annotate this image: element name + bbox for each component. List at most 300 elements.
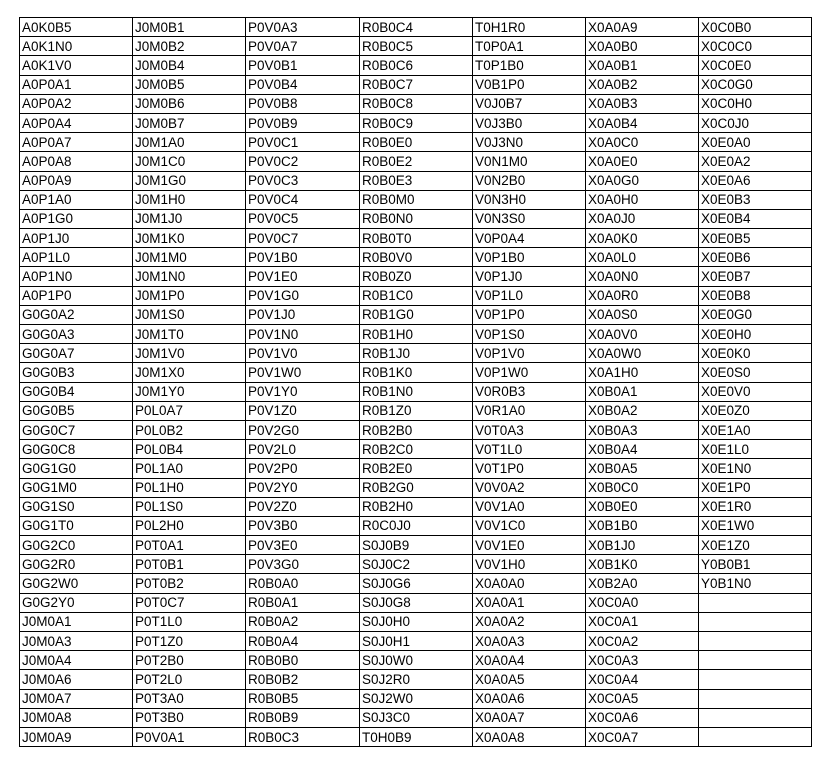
table-cell: J0M1X0 bbox=[133, 363, 246, 382]
table-cell bbox=[699, 612, 812, 631]
table-cell: R0B0B5 bbox=[246, 689, 360, 708]
table-cell: V0N3H0 bbox=[473, 190, 586, 209]
table-cell: X0C0A0 bbox=[586, 593, 699, 612]
table-cell: R0B0N0 bbox=[360, 209, 473, 228]
table-cell bbox=[699, 708, 812, 727]
table-cell: P0T0C7 bbox=[133, 593, 246, 612]
table-cell: P0T0B2 bbox=[133, 574, 246, 593]
table-row bbox=[20, 420, 812, 439]
table-cell: V0N3S0 bbox=[473, 209, 586, 228]
table-cell: R0B0V0 bbox=[360, 248, 473, 267]
table-cell: X0B0A3 bbox=[586, 420, 699, 439]
table-cell: P0V1W0 bbox=[246, 363, 360, 382]
table-cell: X0A0A2 bbox=[473, 612, 586, 631]
table-cell: R0B0A4 bbox=[246, 632, 360, 651]
table-cell: R0B1J0 bbox=[360, 344, 473, 363]
table-cell: X0A0L0 bbox=[586, 248, 699, 267]
table-cell: G0G1T0 bbox=[20, 516, 133, 535]
table-row bbox=[20, 574, 812, 593]
table-cell: R0B1G0 bbox=[360, 305, 473, 324]
table-cell: X0A0S0 bbox=[586, 305, 699, 324]
table-cell: P0V0A3 bbox=[246, 18, 360, 37]
table-cell: X0C0A7 bbox=[586, 727, 699, 746]
table-cell: P0V3B0 bbox=[246, 516, 360, 535]
table-cell: A0P0A7 bbox=[20, 133, 133, 152]
table-row bbox=[20, 382, 812, 401]
table-cell: P0V0C3 bbox=[246, 171, 360, 190]
table-cell: X0A0A3 bbox=[473, 632, 586, 651]
table-cell: A0P1N0 bbox=[20, 267, 133, 286]
table-row bbox=[20, 612, 812, 631]
table-cell: V0P1W0 bbox=[473, 363, 586, 382]
table-cell: J0M0A3 bbox=[20, 632, 133, 651]
table-cell: P0V0C4 bbox=[246, 190, 360, 209]
table-cell: X0E0B8 bbox=[699, 286, 812, 305]
table-cell: X0E0B4 bbox=[699, 209, 812, 228]
table-cell: P0T0B1 bbox=[133, 555, 246, 574]
table-cell: P0V0C1 bbox=[246, 133, 360, 152]
table-cell: S0J0W0 bbox=[360, 651, 473, 670]
table-row bbox=[20, 152, 812, 171]
table-cell: X0E1A0 bbox=[699, 420, 812, 439]
table-cell: X0B0C0 bbox=[586, 478, 699, 497]
table-cell: R0B0C9 bbox=[360, 113, 473, 132]
table-cell: X0A0A0 bbox=[473, 574, 586, 593]
table-row bbox=[20, 56, 812, 75]
table-cell: G0G2W0 bbox=[20, 574, 133, 593]
table-cell: X0E0S0 bbox=[699, 363, 812, 382]
table-cell: J0M0B2 bbox=[133, 37, 246, 56]
table-cell: G0G1G0 bbox=[20, 459, 133, 478]
table-row bbox=[20, 325, 812, 344]
table-cell: V0P1L0 bbox=[473, 286, 586, 305]
table-cell: X0E1Z0 bbox=[699, 536, 812, 555]
table-cell: T0P0A1 bbox=[473, 37, 586, 56]
table-cell: X0C0E0 bbox=[699, 56, 812, 75]
table-cell: R0B2G0 bbox=[360, 478, 473, 497]
table-cell: R0B2H0 bbox=[360, 497, 473, 516]
table-cell: J0M1T0 bbox=[133, 325, 246, 344]
table-cell: R0B2B0 bbox=[360, 420, 473, 439]
table-cell: X0C0J0 bbox=[699, 113, 812, 132]
table-cell: X0C0A5 bbox=[586, 689, 699, 708]
table-cell: G0G1S0 bbox=[20, 497, 133, 516]
table-cell: R0B1C0 bbox=[360, 286, 473, 305]
table-cell: X0A0A6 bbox=[473, 689, 586, 708]
table-cell: X0E0V0 bbox=[699, 382, 812, 401]
table-cell: P0L0A7 bbox=[133, 401, 246, 420]
table-cell: R0B0C3 bbox=[246, 727, 360, 746]
table-cell: P0T3A0 bbox=[133, 689, 246, 708]
table-cell: V0P1J0 bbox=[473, 267, 586, 286]
table-cell: R0B0C4 bbox=[360, 18, 473, 37]
table-cell: P0V1B0 bbox=[246, 248, 360, 267]
table-cell: X0A0A9 bbox=[586, 18, 699, 37]
table-cell: S0J0H1 bbox=[360, 632, 473, 651]
table-cell: X0B1K0 bbox=[586, 555, 699, 574]
table-cell: V0P1S0 bbox=[473, 325, 586, 344]
table-cell: A0P0A9 bbox=[20, 171, 133, 190]
table-cell: R0B1H0 bbox=[360, 325, 473, 344]
table-cell: T0H0B9 bbox=[360, 727, 473, 746]
table-cell: X0A0B0 bbox=[586, 37, 699, 56]
table-cell: X0B2A0 bbox=[586, 574, 699, 593]
table-cell: G0G2R0 bbox=[20, 555, 133, 574]
table-cell: R0B0M0 bbox=[360, 190, 473, 209]
table-cell: J0M0A4 bbox=[20, 651, 133, 670]
table-cell: X0A0B1 bbox=[586, 56, 699, 75]
table-cell: R0B0B0 bbox=[246, 651, 360, 670]
table-cell: V0R0B3 bbox=[473, 382, 586, 401]
table-row bbox=[20, 305, 812, 324]
table-cell: X0C0G0 bbox=[699, 75, 812, 94]
table-cell: V0N1M0 bbox=[473, 152, 586, 171]
table-cell: J0M1Y0 bbox=[133, 382, 246, 401]
table-cell: G0G0C7 bbox=[20, 420, 133, 439]
table-row bbox=[20, 632, 812, 651]
table-row bbox=[20, 37, 812, 56]
table-cell: A0P0A1 bbox=[20, 75, 133, 94]
table-cell: R0B0E0 bbox=[360, 133, 473, 152]
table-cell: J0M0A7 bbox=[20, 689, 133, 708]
table-cell: X0E0A0 bbox=[699, 133, 812, 152]
table-row bbox=[20, 94, 812, 113]
table-cell: J0M0B4 bbox=[133, 56, 246, 75]
table-cell: R0B0C5 bbox=[360, 37, 473, 56]
table-cell: J0M1G0 bbox=[133, 171, 246, 190]
table-cell: R0B0A2 bbox=[246, 612, 360, 631]
table-cell bbox=[699, 727, 812, 746]
table-cell: P0L2H0 bbox=[133, 516, 246, 535]
table-cell: T0H1R0 bbox=[473, 18, 586, 37]
table-cell: P0T0A1 bbox=[133, 536, 246, 555]
table-cell: G0G2Y0 bbox=[20, 593, 133, 612]
table-cell: X0A0B3 bbox=[586, 94, 699, 113]
table-cell bbox=[699, 593, 812, 612]
table-cell: P0V1E0 bbox=[246, 267, 360, 286]
table-cell: X0A0A5 bbox=[473, 670, 586, 689]
table-cell: P0V2Y0 bbox=[246, 478, 360, 497]
table-cell: V0P1V0 bbox=[473, 344, 586, 363]
table-cell: R0B1N0 bbox=[360, 382, 473, 401]
table-cell: X0A0A7 bbox=[473, 708, 586, 727]
table-cell: J0M0B7 bbox=[133, 113, 246, 132]
table-cell: P0L0B2 bbox=[133, 420, 246, 439]
table-cell: V0N2B0 bbox=[473, 171, 586, 190]
table-cell: R0B2E0 bbox=[360, 459, 473, 478]
table-row bbox=[20, 286, 812, 305]
table-cell: X0E0B5 bbox=[699, 229, 812, 248]
table-cell: X0C0A4 bbox=[586, 670, 699, 689]
table-cell: X0B1B0 bbox=[586, 516, 699, 535]
table-cell: X0E0B3 bbox=[699, 190, 812, 209]
table-cell: S0J0B9 bbox=[360, 536, 473, 555]
table-row bbox=[20, 459, 812, 478]
table-row bbox=[20, 555, 812, 574]
table-cell: V0V1C0 bbox=[473, 516, 586, 535]
table-cell: V0R1A0 bbox=[473, 401, 586, 420]
table-cell: X0E1W0 bbox=[699, 516, 812, 535]
table-cell bbox=[699, 670, 812, 689]
table-cell: V0J3B0 bbox=[473, 113, 586, 132]
table-cell: X0E0A6 bbox=[699, 171, 812, 190]
table-cell: J0M0A8 bbox=[20, 708, 133, 727]
table-cell: P0V0A7 bbox=[246, 37, 360, 56]
table-cell: G0G0B4 bbox=[20, 382, 133, 401]
table-cell: X0A0B4 bbox=[586, 113, 699, 132]
table-cell: X0E0K0 bbox=[699, 344, 812, 363]
table-cell: R0B0A0 bbox=[246, 574, 360, 593]
table-cell: R0B1Z0 bbox=[360, 401, 473, 420]
table-cell: A0P1P0 bbox=[20, 286, 133, 305]
table-row bbox=[20, 708, 812, 727]
table-cell: X0C0A1 bbox=[586, 612, 699, 631]
table-cell bbox=[699, 632, 812, 651]
table-cell: R0B0T0 bbox=[360, 229, 473, 248]
table-cell: R0B0C7 bbox=[360, 75, 473, 94]
table-cell: R0B0B9 bbox=[246, 708, 360, 727]
table-row bbox=[20, 267, 812, 286]
table-cell: G0G0A3 bbox=[20, 325, 133, 344]
table-cell: P0V2P0 bbox=[246, 459, 360, 478]
table-cell: J0M0A9 bbox=[20, 727, 133, 746]
table-cell: J0M0B6 bbox=[133, 94, 246, 113]
table-cell: X0E0A2 bbox=[699, 152, 812, 171]
table-cell: P0T3B0 bbox=[133, 708, 246, 727]
table-row bbox=[20, 18, 812, 37]
table-cell: X0A0K0 bbox=[586, 229, 699, 248]
table-cell: T0P1B0 bbox=[473, 56, 586, 75]
table-cell: R0B0Z0 bbox=[360, 267, 473, 286]
table-cell: G0G0A7 bbox=[20, 344, 133, 363]
table-cell: P0V0C7 bbox=[246, 229, 360, 248]
table-row bbox=[20, 171, 812, 190]
table-cell: J0M1V0 bbox=[133, 344, 246, 363]
table-cell: J0M1M0 bbox=[133, 248, 246, 267]
table-cell: P0V3G0 bbox=[246, 555, 360, 574]
table-cell: P0V0C5 bbox=[246, 209, 360, 228]
table-cell: P0V0C2 bbox=[246, 152, 360, 171]
table-cell: V0P0A4 bbox=[473, 229, 586, 248]
table-row bbox=[20, 229, 812, 248]
table-cell: P0V1G0 bbox=[246, 286, 360, 305]
table-cell: S0J2W0 bbox=[360, 689, 473, 708]
table-cell: S0J2R0 bbox=[360, 670, 473, 689]
table-row bbox=[20, 689, 812, 708]
table-cell: S0J0H0 bbox=[360, 612, 473, 631]
table-cell: J0M1N0 bbox=[133, 267, 246, 286]
table-cell: V0J0B7 bbox=[473, 94, 586, 113]
table-cell: X0A0R0 bbox=[586, 286, 699, 305]
table-cell: J0M1K0 bbox=[133, 229, 246, 248]
table-row bbox=[20, 440, 812, 459]
postal-code-table bbox=[19, 17, 812, 747]
table-cell: J0M0B5 bbox=[133, 75, 246, 94]
table-cell: P0L1S0 bbox=[133, 497, 246, 516]
table-cell: A0P1J0 bbox=[20, 229, 133, 248]
table-cell: X0C0C0 bbox=[699, 37, 812, 56]
table-cell: P0T2B0 bbox=[133, 651, 246, 670]
table-cell: R0C0J0 bbox=[360, 516, 473, 535]
table-cell: P0V0A1 bbox=[133, 727, 246, 746]
table-cell: X0B0A1 bbox=[586, 382, 699, 401]
table-cell: X0A0W0 bbox=[586, 344, 699, 363]
table-cell: X0A0N0 bbox=[586, 267, 699, 286]
table-cell: X0A0C0 bbox=[586, 133, 699, 152]
table-cell: P0V1V0 bbox=[246, 344, 360, 363]
table-row bbox=[20, 516, 812, 535]
table-body bbox=[20, 18, 812, 747]
table-cell: Y0B0B1 bbox=[699, 555, 812, 574]
table-cell: A0P1G0 bbox=[20, 209, 133, 228]
table-cell: X0A0V0 bbox=[586, 325, 699, 344]
table-cell: S0J3C0 bbox=[360, 708, 473, 727]
table-cell: R0B0A1 bbox=[246, 593, 360, 612]
table-cell: J0M0B1 bbox=[133, 18, 246, 37]
table-cell: A0P0A4 bbox=[20, 113, 133, 132]
table-cell: V0T1L0 bbox=[473, 440, 586, 459]
table-cell: V0T1P0 bbox=[473, 459, 586, 478]
table-cell: V0T0A3 bbox=[473, 420, 586, 439]
table-cell: X0B0A2 bbox=[586, 401, 699, 420]
table-cell: J0M1A0 bbox=[133, 133, 246, 152]
table-cell: P0L0B4 bbox=[133, 440, 246, 459]
table-cell: P0V0B8 bbox=[246, 94, 360, 113]
table-cell bbox=[699, 651, 812, 670]
table-cell: X0B1J0 bbox=[586, 536, 699, 555]
table-cell: P0V1Y0 bbox=[246, 382, 360, 401]
table-cell: P0L1H0 bbox=[133, 478, 246, 497]
table-cell: X0B0E0 bbox=[586, 497, 699, 516]
table-cell: X0E0B6 bbox=[699, 248, 812, 267]
table-row bbox=[20, 113, 812, 132]
table-cell: A0K0B5 bbox=[20, 18, 133, 37]
table-row bbox=[20, 344, 812, 363]
table-row bbox=[20, 497, 812, 516]
table-cell: A0P1A0 bbox=[20, 190, 133, 209]
table-row bbox=[20, 401, 812, 420]
table-cell: P0T1Z0 bbox=[133, 632, 246, 651]
table-cell: V0V1H0 bbox=[473, 555, 586, 574]
table-cell: P0V2L0 bbox=[246, 440, 360, 459]
table-cell: A0K1V0 bbox=[20, 56, 133, 75]
table-cell: X0E1P0 bbox=[699, 478, 812, 497]
table-cell: P0V3E0 bbox=[246, 536, 360, 555]
table-cell: J0M1H0 bbox=[133, 190, 246, 209]
table-cell: G0G1M0 bbox=[20, 478, 133, 497]
table-cell: X0A0A1 bbox=[473, 593, 586, 612]
table-cell: P0V1N0 bbox=[246, 325, 360, 344]
table-cell: A0P1L0 bbox=[20, 248, 133, 267]
table-cell: P0V2Z0 bbox=[246, 497, 360, 516]
table-cell: A0P0A2 bbox=[20, 94, 133, 113]
table-row bbox=[20, 248, 812, 267]
table-cell: X0C0A2 bbox=[586, 632, 699, 651]
table-cell: G0G0B3 bbox=[20, 363, 133, 382]
table-cell: J0M0A6 bbox=[20, 670, 133, 689]
table-row bbox=[20, 670, 812, 689]
table-cell: X0E0Z0 bbox=[699, 401, 812, 420]
table-cell: R0B0C6 bbox=[360, 56, 473, 75]
table-row bbox=[20, 363, 812, 382]
table-cell: X0A0E0 bbox=[586, 152, 699, 171]
table-cell: X0E0B7 bbox=[699, 267, 812, 286]
table-cell: R0B0B2 bbox=[246, 670, 360, 689]
table-cell: X0E0G0 bbox=[699, 305, 812, 324]
table-cell: X0E1R0 bbox=[699, 497, 812, 516]
table-cell: A0K1N0 bbox=[20, 37, 133, 56]
table-row bbox=[20, 593, 812, 612]
table-cell: X0A0J0 bbox=[586, 209, 699, 228]
table-row bbox=[20, 209, 812, 228]
table-cell: P0L1A0 bbox=[133, 459, 246, 478]
table-cell: V0P1B0 bbox=[473, 248, 586, 267]
table-cell: X0B0A4 bbox=[586, 440, 699, 459]
table-cell: J0M0A1 bbox=[20, 612, 133, 631]
table-cell: V0V1A0 bbox=[473, 497, 586, 516]
table-cell: S0J0G6 bbox=[360, 574, 473, 593]
table-cell: X0C0H0 bbox=[699, 94, 812, 113]
table-cell: X0E1L0 bbox=[699, 440, 812, 459]
table-cell: V0B1P0 bbox=[473, 75, 586, 94]
table-row bbox=[20, 651, 812, 670]
table-cell: P0V1Z0 bbox=[246, 401, 360, 420]
table-cell: X0C0A3 bbox=[586, 651, 699, 670]
table-cell: X0A0A8 bbox=[473, 727, 586, 746]
table-cell: J0M1S0 bbox=[133, 305, 246, 324]
table-row bbox=[20, 133, 812, 152]
table-cell: R0B0E3 bbox=[360, 171, 473, 190]
table-cell: X0A0B2 bbox=[586, 75, 699, 94]
table-cell: X0E1N0 bbox=[699, 459, 812, 478]
table-cell: P0V0B9 bbox=[246, 113, 360, 132]
table-row bbox=[20, 727, 812, 746]
table-cell: S0J0G8 bbox=[360, 593, 473, 612]
table-cell: X0A1H0 bbox=[586, 363, 699, 382]
table-cell: J0M1P0 bbox=[133, 286, 246, 305]
table-cell: J0M1C0 bbox=[133, 152, 246, 171]
table-cell: S0J0C2 bbox=[360, 555, 473, 574]
table-cell: P0T1L0 bbox=[133, 612, 246, 631]
table-cell: G0G2C0 bbox=[20, 536, 133, 555]
table-cell: Y0B1N0 bbox=[699, 574, 812, 593]
table-cell: V0J3N0 bbox=[473, 133, 586, 152]
table-cell: P0V2G0 bbox=[246, 420, 360, 439]
table-cell: R0B0C8 bbox=[360, 94, 473, 113]
table-row bbox=[20, 478, 812, 497]
table-row bbox=[20, 536, 812, 555]
table-cell: X0C0B0 bbox=[699, 18, 812, 37]
table-cell: P0T2L0 bbox=[133, 670, 246, 689]
table-cell: J0M1J0 bbox=[133, 209, 246, 228]
table-cell: X0A0G0 bbox=[586, 171, 699, 190]
table-cell: V0V1E0 bbox=[473, 536, 586, 555]
table-cell: X0B0A5 bbox=[586, 459, 699, 478]
table-cell: A0P0A8 bbox=[20, 152, 133, 171]
table-row bbox=[20, 190, 812, 209]
table-cell: R0B2C0 bbox=[360, 440, 473, 459]
table-cell: G0G0A2 bbox=[20, 305, 133, 324]
table-cell: P0V1J0 bbox=[246, 305, 360, 324]
table-cell: R0B0E2 bbox=[360, 152, 473, 171]
table-cell: V0V0A2 bbox=[473, 478, 586, 497]
table-row bbox=[20, 75, 812, 94]
table-cell bbox=[699, 689, 812, 708]
table-cell: X0C0A6 bbox=[586, 708, 699, 727]
table-cell: X0E0H0 bbox=[699, 325, 812, 344]
table-cell: R0B1K0 bbox=[360, 363, 473, 382]
table-cell: V0P1P0 bbox=[473, 305, 586, 324]
